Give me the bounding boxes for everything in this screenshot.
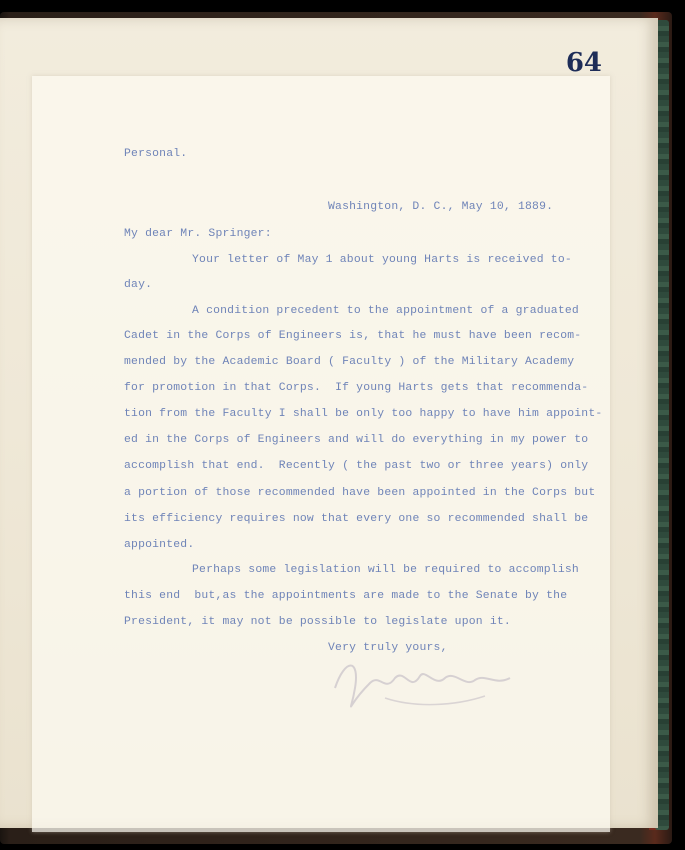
body-line: Your letter of May 1 about young Harts is received to- xyxy=(192,254,572,266)
letter-heading: Personal. xyxy=(124,148,188,160)
letter-dateline: Washington, D. C., May 10, 1889. xyxy=(328,201,554,213)
body-line: accomplish that end. Recently ( the past two or three years) only xyxy=(124,460,589,472)
body-line: a portion of those recommended have been appointed in the Corps but xyxy=(124,487,596,499)
body-line: ed in the Corps of Engineers and will do everything in my power to xyxy=(124,434,589,446)
page-number: 64 xyxy=(565,48,602,78)
body-line: for promotion in that Corps. If young Harts gets that recommenda- xyxy=(124,382,589,394)
body-line: Cadet in the Corps of Engineers is, that he must have been recom- xyxy=(124,330,582,342)
body-line: A condition precedent to the appointment of a graduated xyxy=(192,305,579,317)
body-line: this end but,as the appointments are made to the Senate by the xyxy=(124,590,568,602)
body-line: President, it may not be possible to legislate upon it. xyxy=(124,616,511,628)
body-line: appointed. xyxy=(124,539,195,551)
tissue-copy-sheet xyxy=(32,76,610,832)
body-line: tion from the Faculty I shall be only too happy to have him appoint- xyxy=(124,408,603,420)
letter-salutation: My dear Mr. Springer: xyxy=(124,228,272,240)
body-line: Perhaps some legislation will be required to accomplish xyxy=(192,564,579,576)
body-line: day. xyxy=(124,279,153,291)
faded-signature xyxy=(325,648,525,718)
letter-closing: Very truly yours, xyxy=(328,642,448,654)
body-line: its efficiency requires now that every one so recommended shall be xyxy=(124,513,589,525)
body-line: mended by the Academic Board ( Faculty ) of the Military Academy xyxy=(124,356,575,368)
